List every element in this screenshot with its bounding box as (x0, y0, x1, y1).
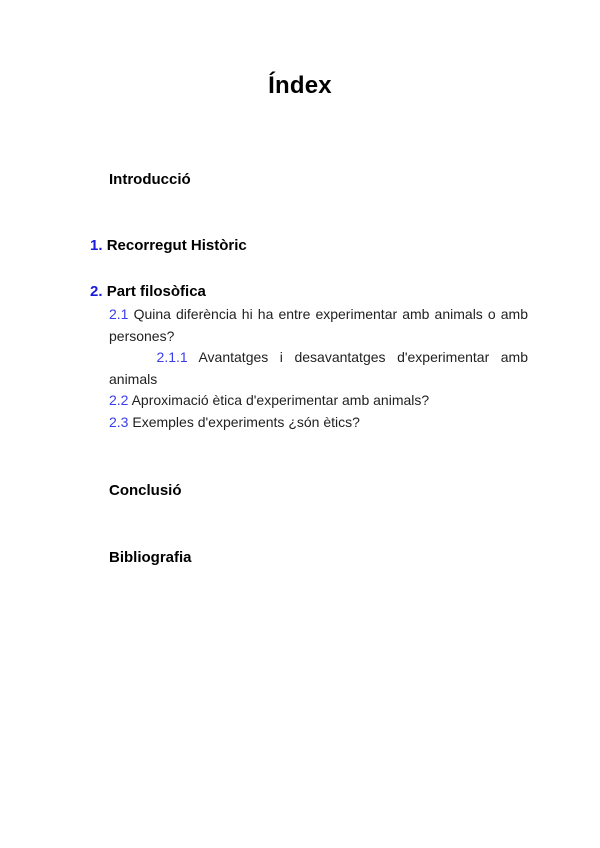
toc-number: 2.1 (109, 306, 129, 322)
toc-entry-bibliography: Bibliografia (109, 549, 192, 566)
toc-entry-2-1 (109, 304, 528, 347)
toc-label: Recorregut Històric (106, 237, 247, 254)
toc-number: 2. (90, 283, 103, 300)
toc-entry-2-3 (109, 412, 528, 434)
toc-label: Avantatges i desavantatges d'experimentar amb animals (109, 349, 529, 387)
toc-entry-2-2 (109, 390, 528, 412)
toc-label: Aproximació ètica d'experimentar amb animals? (131, 392, 430, 408)
toc-label: Quina diferència hi ha entre experimentar amb animals o amb persones? (109, 306, 528, 344)
toc-entry-recorregut-historic (90, 237, 247, 254)
index-title: Índex (268, 72, 332, 99)
toc-entry-conclusion: Conclusió (109, 482, 182, 499)
toc-number: 2.2 (109, 392, 129, 408)
toc-number: 2.1.1 (156, 349, 188, 365)
toc-label: Part filosòfica (106, 283, 206, 300)
toc-entry-introduction: Introducció (109, 171, 191, 188)
toc-entry-part-filosofica (90, 283, 206, 300)
toc-label: Exemples d'experiments ¿són ètics? (132, 414, 360, 430)
toc-number: 1. (90, 237, 103, 254)
toc-entry-2-1-1 (109, 347, 528, 390)
toc-number: 2.3 (109, 414, 129, 430)
